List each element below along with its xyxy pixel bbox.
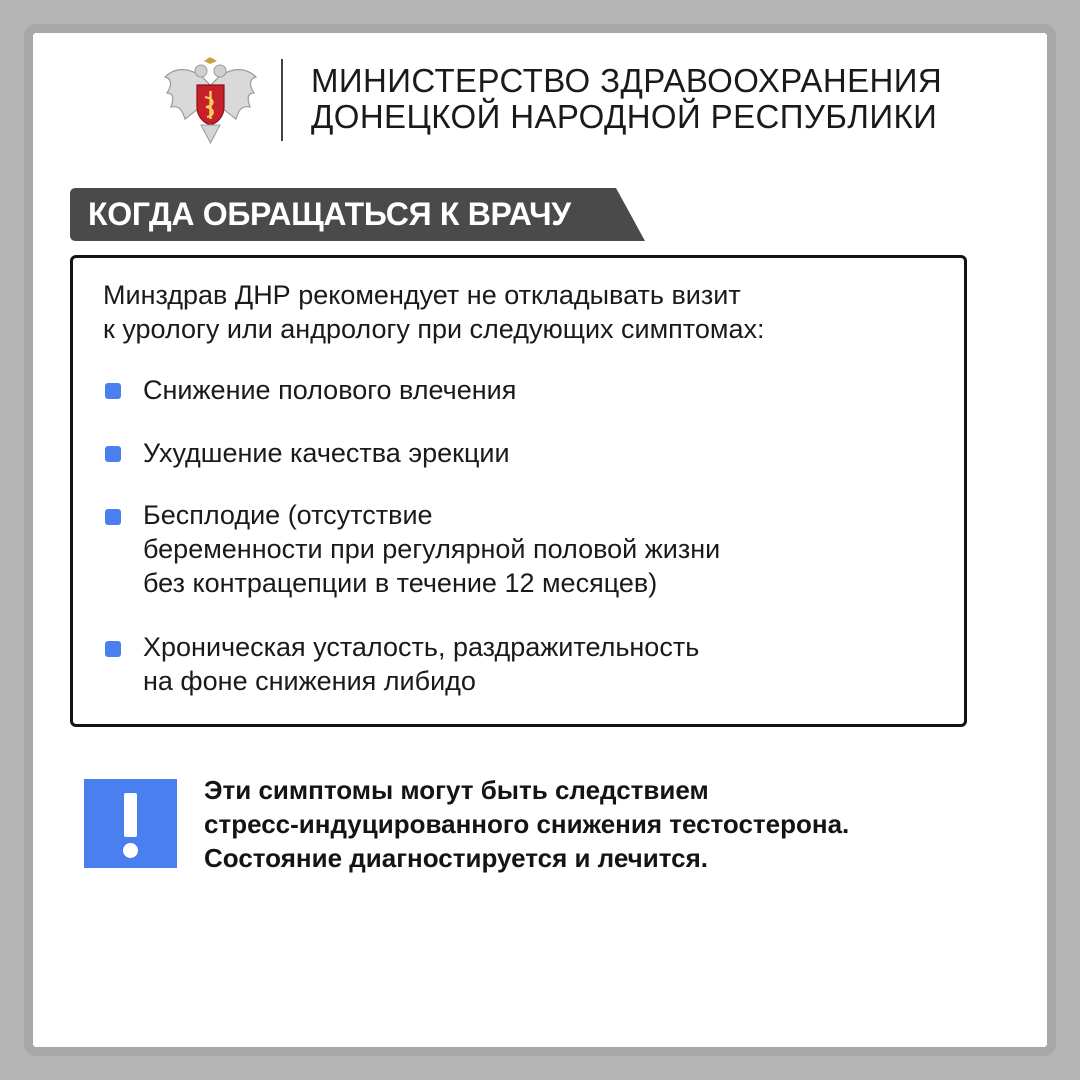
warning-note [204,773,849,875]
bullet-square-icon [105,509,121,525]
symptom-item [143,630,699,698]
symptoms-box [70,255,967,727]
intro-line: Минздрав ДНР рекомендует не откладывать визит [103,280,741,310]
symptom-item [143,436,510,470]
ministry-title-line: МИНИСТЕРСТВО ЗДРАВООХРАНЕНИЯ [311,62,943,99]
bullet-square-icon [105,383,121,399]
symptom-line: Хроническая усталость, раздражительность [143,632,700,662]
symptom-item [143,498,720,600]
exclamation-icon [84,779,177,868]
symptom-line: Бесплодие (отсутствие [143,500,433,530]
symptom-line: без контрацепции в течение 12 месяцев) [143,568,658,598]
intro-line: к урологу или андрологу при следующих симптомах: [103,314,765,344]
symptom-line: Ухудшение качества эрекции [143,438,510,468]
header [163,55,943,150]
bullet-square-icon [105,446,121,462]
symptom-line: на фоне снижения либидо [143,666,476,696]
section-banner [70,188,645,241]
coat-of-arms-icon [163,55,258,145]
ministry-title [311,63,942,135]
note-line: стресс-индуцированного снижения тестостерона. [204,809,850,839]
note-line: Состояние диагностируется и лечится. [204,843,708,873]
intro-text [103,278,764,346]
symptom-item [143,373,516,407]
section-title: КОГДА ОБРАЩАТЬСЯ К ВРАЧУ [88,196,571,232]
bullet-square-icon [105,641,121,657]
symptom-line: беременности при регулярной половой жизни [143,534,721,564]
ministry-title-line: ДОНЕЦКОЙ НАРОДНОЙ РЕСПУБЛИКИ [311,98,938,135]
symptom-line: Снижение полового влечения [143,375,517,405]
note-line: Эти симптомы могут быть следствием [204,775,709,805]
header-divider [281,59,283,141]
